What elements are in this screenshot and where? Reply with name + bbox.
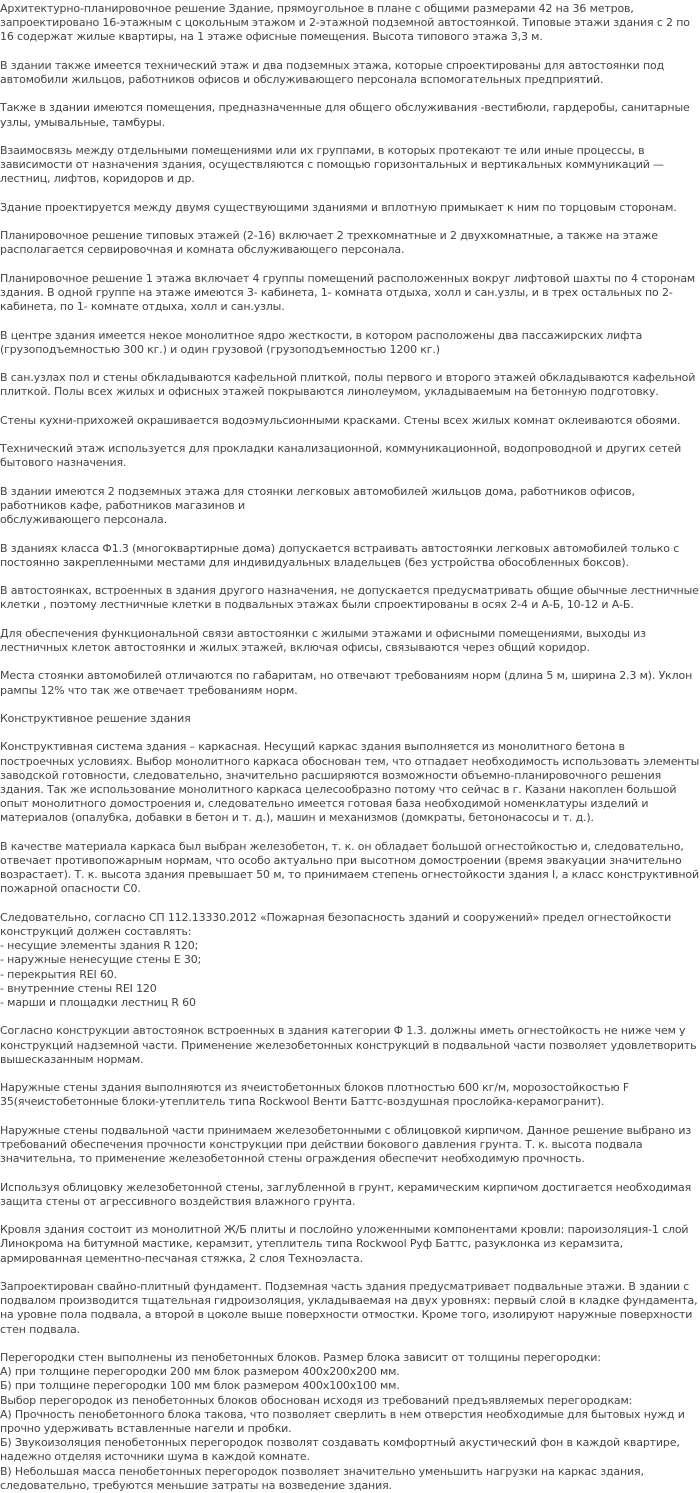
paragraph-1: Архитектурно-планировочное решение Здание, прямоугольное в плане с общими размерами 42 на 36 метров, запроектировано 16-этажным с цокольным этажом и 2-этажной подземной автостоянкой. Типовые этажи здания с 2 по 16 содержат жилые квартиры, на 1 этаже офисные помещения. Высота типового этажа 3,3 м. bbox=[0, 2, 690, 44]
paragraph-10: Стены кухни-прихожей окрашивается водоэмульсионными красками. Стены всех жилых комнат оклеиваются обоями. bbox=[0, 413, 681, 427]
paragraph-2: В здании также имеется технический этаж и два подземных этажа, которые спроектированы для автостоянки под автомобили жильцов, работников офисов и обслуживающего персонала вспомогательных предприятий. bbox=[0, 58, 665, 86]
fire-resistance-list: Следовательно, согласно СП 112.13330.2012 «Пожарная безопасность зданий и сооружений» предел огнестойкости конструкций должен составлять: - несущие элементы здания R 120; - наружные ненесущие стены Е 30; - перекрытия REI 60. - внутренние стены REI 120 - марши и площадки лестниц R 60 bbox=[0, 910, 672, 1009]
paragraph-24: Используя облицовку железобетонной стены, заглубленной в грунт, керамическим кирпичом достигается необходимая защита стены от агрессивного воздействия влажного грунта. bbox=[0, 1180, 692, 1208]
paragraph-26: Запроектирован свайно-плитный фундамент. Подземная часть здания предусматривает подвальные этажи. В здании с подвалом производится тщательная гидроизоляция, укладываемая на двух уровнях: первый слой в кладке фундамента, на уровне пола подвала, а второй в цоколе выше поверхности отмостки. Кроме того, изолируют наружные поверхности стен подвала. bbox=[0, 1279, 698, 1336]
paragraph-4: Взаимосвязь между отдельными помещениями или их группами, в которых протекают те или иные процессы, в зависимости от назначения здания, осуществляются с помощью горизонтальных и вертикальных коммуникаций — лестниц, лифтов, коридоров и др. bbox=[0, 143, 664, 186]
paragraph-22: Наружные стены здания выполняются из ячеистобетонных блоков плотностью 600 кг/м, морозостойкостью F 35(ячеистобетонные блоки-утеплитель типа Rockwool Венти Баттс-воздушная прослойка-керамогранит). bbox=[0, 1081, 630, 1109]
paragraph-16: Места стоянки автомобилей отличаются по габаритам, но отвечают требованиям норм (длина 5 м, ширина 2.3 м). Уклон рампы 12% что так же отвечает требованиям норм. bbox=[0, 669, 693, 697]
paragraph-7: Планировочное решение 1 этажа включает 4 группы помещений расположенных вокруг лифтовой шахты по 4 сторонам здания. В одной группе на этаже имеются 3- кабинета, 1- комната отдыха, холл и сан.узлы, и в трех остальных по 2-кабинета, по 1- комнате отдыха, холл и сан.узлы. bbox=[0, 271, 696, 314]
section-heading-structural: Конструктивное решение здания bbox=[0, 711, 191, 725]
paragraph-21: Согласно конструкции автостоянок встроенных в здания категории Ф 1.3. должны иметь огнестойкость не ниже чем у конструкций надземной части. Применение железобетонных конструкций в подвальной части позволяет удовлетворить вышесказанным нормам. bbox=[0, 1024, 697, 1066]
paragraph-19: В качестве материала каркаса был выбран железобетон, т. к. он обладает большой огнестойкостью и, следовательно, отвечает противопожарным нормам, что особо актуально при высотном домостроении (время эвакуации значительно возрастает). Т. к. высота здания превышает 50 м, то принимаем степень огнестойкости здания I, а класс конструктивной пожарной опасности С0. bbox=[0, 839, 699, 896]
paragraph-9: В сан.узлах пол и стены обкладываются кафельной плиткой, полы первого и второго этажей обкладываются кафельной плиткой. Полы всех жилых и офисных этажей покрываются линолеумом, укладываемым на бетонную подготовку. bbox=[0, 371, 696, 399]
paragraph-8: В центре здания имеется некое монолитное ядро жесткости, в котором расположены два пассажирских лифта (грузоподъемностью 300 кг.) и один грузовой (грузоподъемностью 1200 кг.) bbox=[0, 328, 643, 356]
paragraph-11: Технический этаж используется для прокладки канализационной, коммуникационной, водопроводной и других сетей бытового назначения. bbox=[0, 442, 682, 470]
paragraph-6: Планировочное решение типовых этажей (2-16) включает 2 трехкомнатные и 2 двухкомнатные, а также на этаже располагается сервировочная и комната обслуживающего персонала. bbox=[0, 229, 658, 257]
paragraph-15: Для обеспечения функциональной связи автостоянки с жилыми этажами и офисными помещениями, выходы из лестничных клеток автостоянки и жилых этажей, включая офисы, связываются через общий коридор. bbox=[0, 626, 646, 654]
paragraph-14: В автостоянках, встроенных в здания другого назначения, не допускается предусматривать общие обычные лестничные клетки , поэтому лестничные клетки в подвальных этажах были спроектированы в осях 2-4 и А-Б, 10-12 и А-Б. bbox=[0, 584, 699, 612]
paragraph-13: В зданиях класса Ф1.3 (многоквартирные дома) допускается встраивать автостоянки легковых автомобилей только с постоянно закрепленными местами для индивидуальных владельцев (без устройства обособленных боксов). bbox=[0, 541, 680, 569]
paragraph-25: Кровля здания состоит из монолитной Ж/Б плиты и послойно уложенными компонентами кровли: пароизоляция-1 слой Линокрома на битумной мастике, керамзит, утеплитель типа Rockwool Руф Баттс, разуклонка из керамзита, армированная цементно-песчаная стяжка, 2 слоя Техноэласта. bbox=[0, 1223, 689, 1265]
paragraph-23: Наружные стены подвальной части принимаем железобетонными с облицовкой кирпичом. Данное решение выбрано из требований обеспечения прочности конструкции при действии бокового давления грунта. Т. к. высота подвала значительна, то применение железобетонной стены ограждения обеспечит необходимую прочность. bbox=[0, 1123, 692, 1166]
paragraph-12: В здании имеются 2 подземных этажа для стоянки легковых автомобилей жильцов дома, работников офисов, работников кафе, работников магазинов и обслуживающего персонала. bbox=[0, 484, 635, 527]
partition-list: Перегородки стен выполнены из пенобетонных блоков. Размер блока зависит от толщины перегородки: А) при толщине перегородки 200 мм блок размером 400х200х200 мм. Б) при толщине перегородки 100 мм блок размером 400х100х100 мм. Выбор перегородок из пенобетонных блоков обоснован исходя из требований предъявляемых перегородкам: А) Прочность пенобетонного блока такова, что позволяет сверлить в нем отверстия необходимые для бытовых нужд и прочно удерживать вставленные нагели и пробки. Б) Звукоизоляция пенобетонных перегородок позволят создавать комфортный акустический фон в каждой квартире, надежно отделяя источники шума в каждой комнате. В) Небольшая масса пенобетонных перегородок позволяет значительно уменьшить нагрузки на каркас здания, следовательно, требуются меньшие затраты на возведение здания. bbox=[0, 1350, 685, 1492]
paragraph-3: Также в здании имеются помещения, предназначенные для общего обслуживания -вестибюли, гардеробы, санитарные узлы, умывальные, тамбуры. bbox=[0, 101, 690, 129]
paragraph-18: Конструктивная система здания – каркасная. Несущий каркас здания выполняется из монолитного бетона в построечных условиях. Выбор монолитного каркаса обоснован тем, что отпадает необходимость использовать элементы заводской готовности, следовательно, значительно расширяются возможности объемно-планировочного решения здания. Так же использование монолитного каркаса целесообразно потому что сейчас в г. Казани накоплен большой опыт монолитного домостроения и, следовательно имеется готовая база необходимой номенклатуры изделий и материалов (опалубка, добавки в бетон и т. д.), машин и механизмов (домкраты, бетононасосы и т. д.). bbox=[0, 740, 700, 825]
paragraph-5: Здание проектируется между двумя существующими зданиями и вплотную примыкает к ним по торцовым сторонам. bbox=[0, 200, 677, 214]
